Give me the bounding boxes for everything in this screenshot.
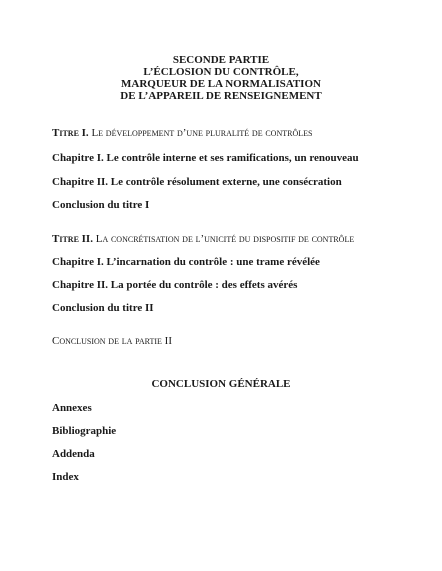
toc-titre-1-chapitre-2[interactable]: Chapitre II. Le contrôle résolument externe, une consécration <box>52 176 342 188</box>
part-heading-line-1: SECONDE PARTIE <box>172 54 270 66</box>
toc-titre-1-label: Titre I. <box>52 127 89 139</box>
part-heading <box>0 54 442 102</box>
toc-titre-2-conclusion[interactable]: Conclusion du titre II <box>52 302 154 314</box>
part-heading-line-3: MARQUEUR DE LA NORMALISATION <box>121 78 321 90</box>
toc-titre-2-chapitre-1[interactable]: Chapitre I. L’incarnation du contrôle : une trame révélée <box>52 256 320 268</box>
toc-index[interactable]: Index <box>52 471 79 483</box>
toc-annexes[interactable]: Annexes <box>52 402 92 414</box>
toc-titre-1-text: Le développement d’une pluralité de contrôles <box>91 127 313 139</box>
toc-titre-1-chapitre-1[interactable]: Chapitre I. Le contrôle interne et ses ramifications, un renouveau <box>52 152 359 164</box>
toc-addenda[interactable]: Addenda <box>52 448 95 460</box>
toc-partie-conclusion[interactable]: Conclusion de la partie II <box>52 335 172 347</box>
toc-titre-2-label: Titre II. <box>52 233 93 245</box>
toc-titre-1[interactable] <box>52 127 312 140</box>
toc-bibliographie[interactable]: Bibliographie <box>52 425 117 437</box>
part-heading-line-4: DE L’APPAREIL DE RENSEIGNEMENT <box>120 90 322 102</box>
toc-titre-1-conclusion[interactable]: Conclusion du titre I <box>52 199 150 211</box>
toc-conclusion-generale[interactable]: CONCLUSION GÉNÉRALE <box>151 378 291 390</box>
toc-titre-2[interactable] <box>52 233 354 246</box>
toc-titre-2-chapitre-2[interactable]: Chapitre II. La portée du contrôle : des effets avérés <box>52 279 298 291</box>
toc-titre-2-text: La concrétisation de l’unicité du dispositif de contrôle <box>95 233 355 245</box>
part-heading-line-2: L’ÉCLOSION DU CONTRÔLE, <box>143 66 299 78</box>
